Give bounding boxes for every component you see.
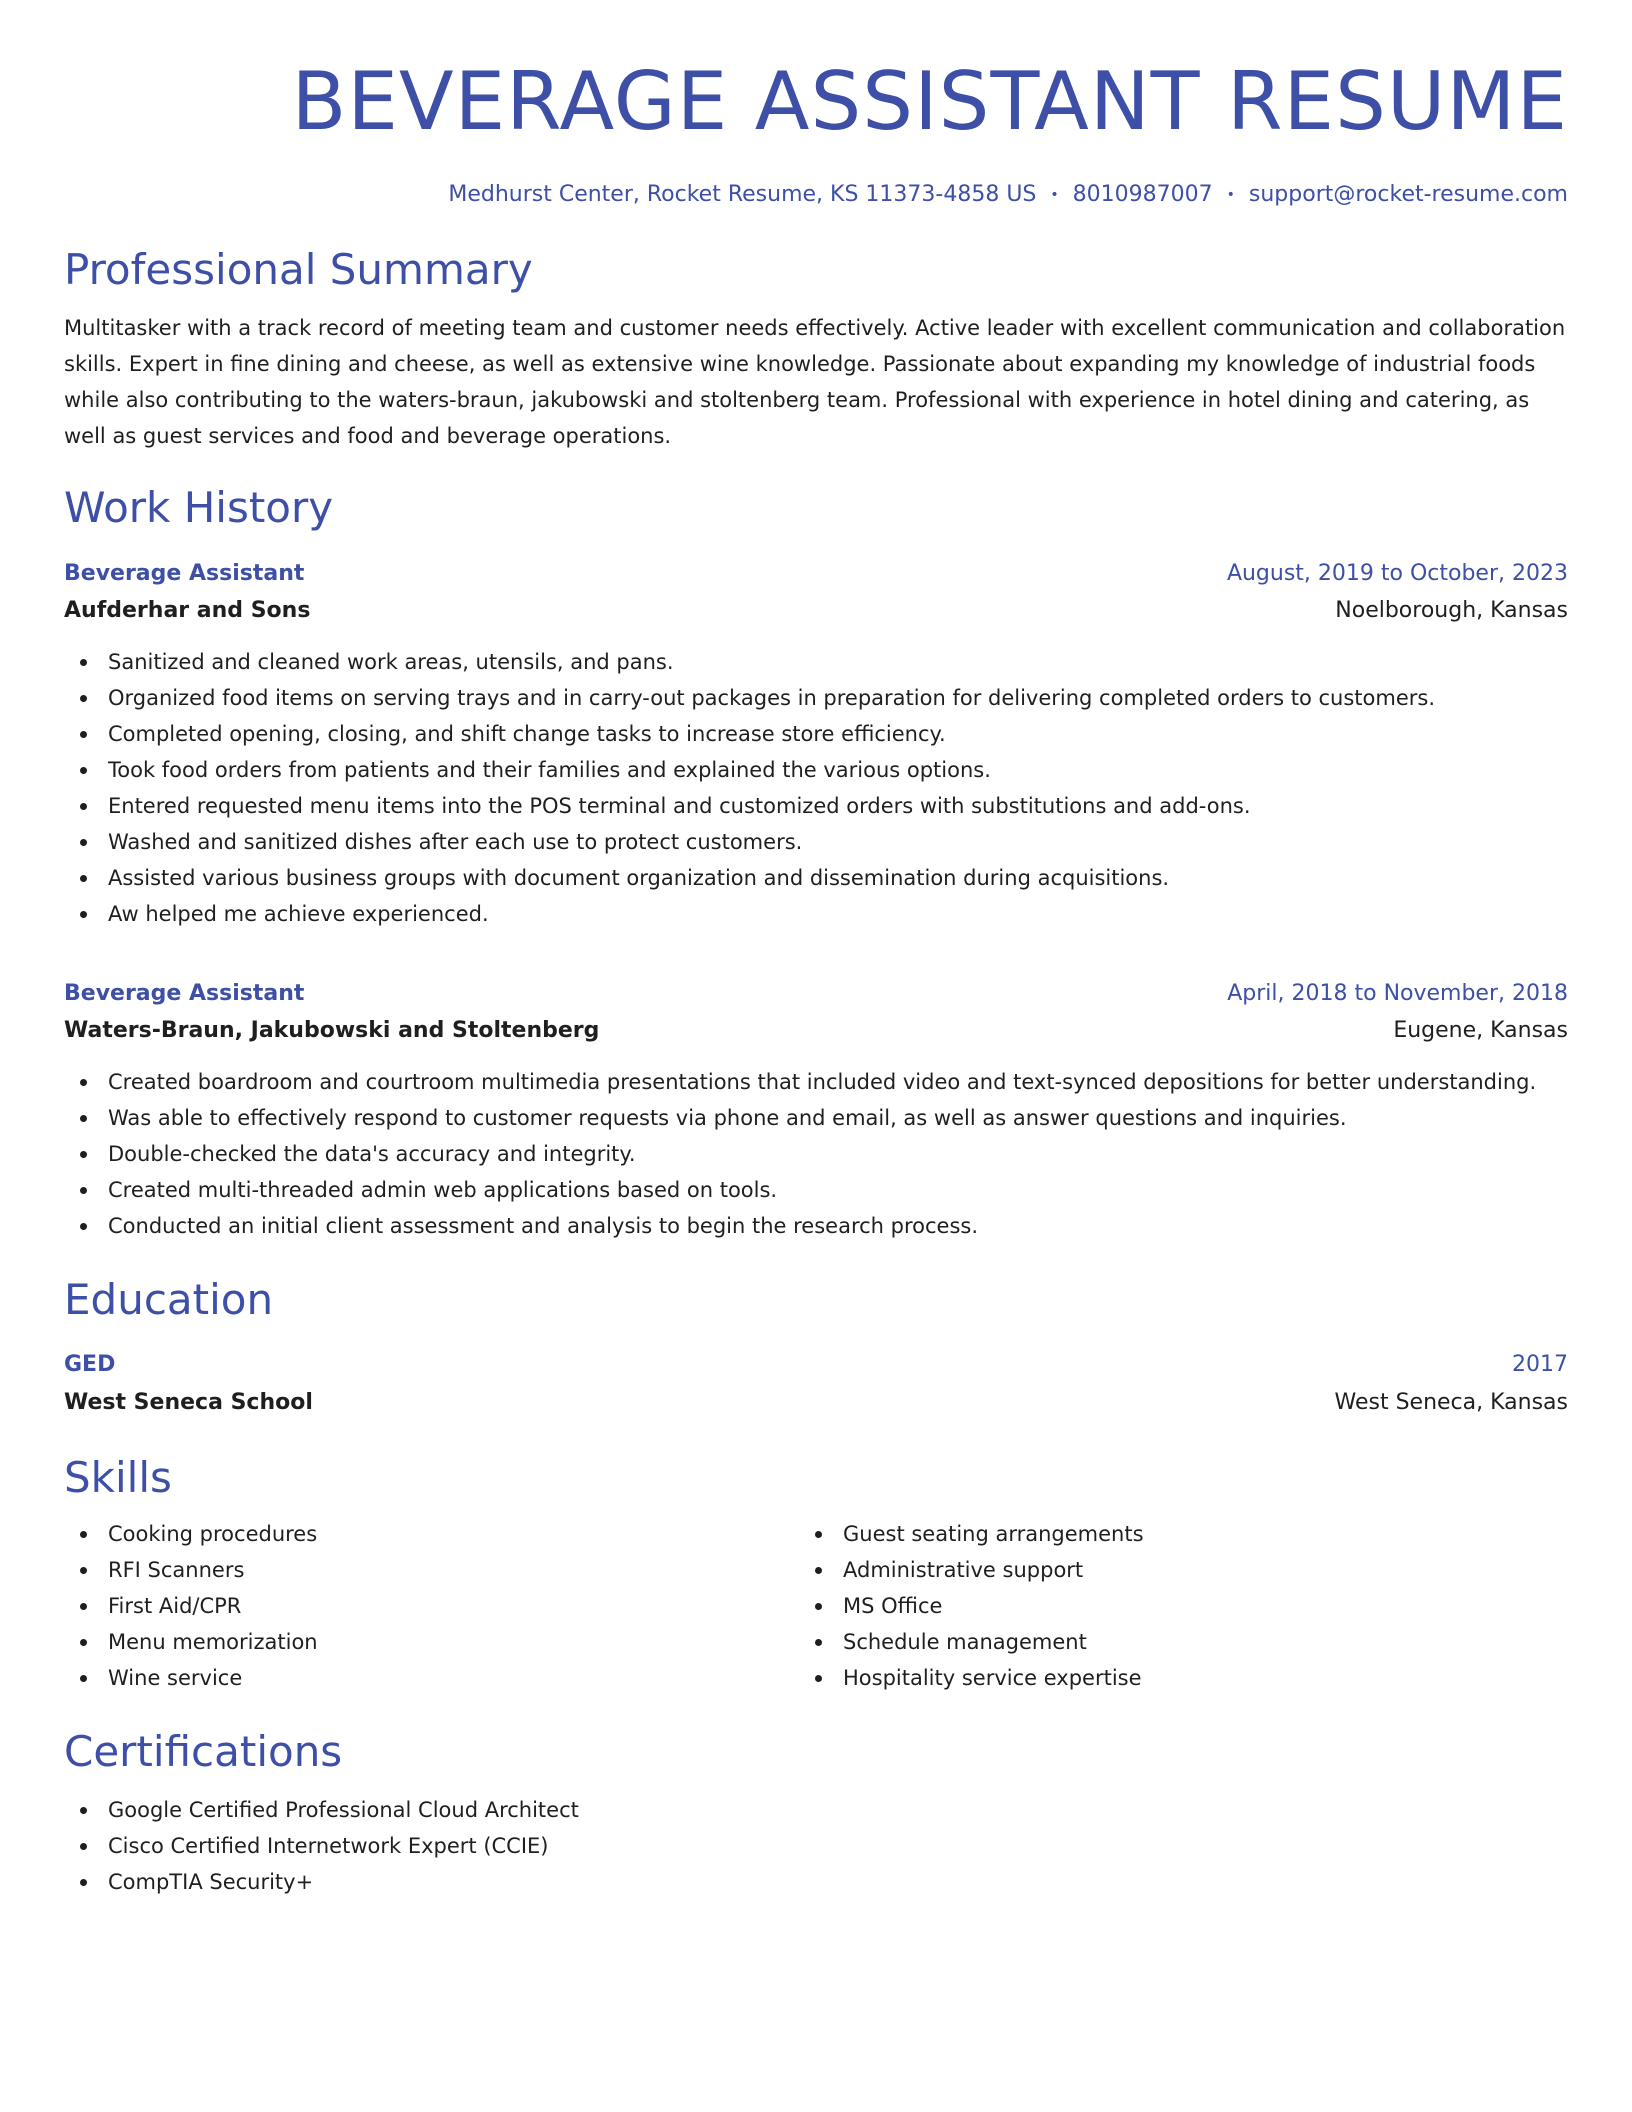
skill-item: Menu memorization xyxy=(64,1624,799,1660)
skill-item: First Aid/CPR xyxy=(64,1588,799,1624)
skills-column-left xyxy=(64,1516,799,1696)
certification-item: Cisco Certified Internetwork Expert (CCIE) xyxy=(64,1828,1568,1864)
education-year: 2017 xyxy=(1512,1352,1568,1377)
certifications-list xyxy=(64,1792,1568,1900)
education-school: West Seneca School xyxy=(64,1390,313,1415)
certification-item: CompTIA Security+ xyxy=(64,1864,1568,1900)
job-title: Beverage Assistant xyxy=(64,561,305,586)
job-duty: Assisted various business groups with document organization and dissemination during acquisitions. xyxy=(64,860,1568,896)
job-company: Aufderhar and Sons xyxy=(64,598,311,623)
skills-column-right xyxy=(799,1516,1534,1696)
resume-title: BEVERAGE ASSISTANT RESUME xyxy=(291,55,1568,148)
skills-list xyxy=(799,1516,1534,1696)
job-duty: Sanitized and cleaned work areas, utensils, and pans. xyxy=(64,644,1568,680)
job-entry xyxy=(64,976,1568,1244)
job-duty: Aw helped me achieve experienced. xyxy=(64,896,1568,932)
job-duty: Took food orders from patients and their families and explained the various options. xyxy=(64,752,1568,788)
job-entry xyxy=(64,556,1568,932)
certifications-heading: Certifications xyxy=(64,1727,343,1776)
job-duty: Was able to effectively respond to customer requests via phone and email, as well as answer questions and inquiries. xyxy=(64,1100,1568,1136)
job-duty: Washed and sanitized dishes after each use to protect customers. xyxy=(64,824,1568,860)
job-duty: Organized food items on serving trays and in carry-out packages in preparation for delivering completed orders to customers. xyxy=(64,680,1568,716)
contact-phone: 8010987007 xyxy=(1072,182,1213,207)
skill-item: Hospitality service expertise xyxy=(799,1660,1534,1696)
contact-separator: • xyxy=(1050,187,1059,203)
job-duties-list xyxy=(64,1064,1568,1244)
skill-item: Administrative support xyxy=(799,1552,1534,1588)
job-location: Eugene, Kansas xyxy=(1393,1018,1568,1043)
education-degree: GED xyxy=(64,1352,116,1377)
education-location: West Seneca, Kansas xyxy=(1334,1390,1568,1415)
job-title: Beverage Assistant xyxy=(64,981,305,1006)
contact-address: Medhurst Center, Rocket Resume, KS 11373-4858 US xyxy=(448,182,1037,207)
job-duty: Entered requested menu items into the POS terminal and customized orders with substitutions and add-ons. xyxy=(64,788,1568,824)
work-history-heading: Work History xyxy=(64,483,334,532)
summary-heading: Professional Summary xyxy=(64,245,533,294)
job-dates: August, 2019 to October, 2023 xyxy=(1226,561,1568,586)
contact-email: support@rocket-resume.com xyxy=(1248,182,1568,207)
job-company: Waters-Braun, Jakubowski and Stoltenberg xyxy=(64,1018,600,1043)
job-dates: April, 2018 to November, 2018 xyxy=(1227,981,1568,1006)
contact-separator: • xyxy=(1226,187,1235,203)
job-duty: Conducted an initial client assessment and analysis to begin the research process. xyxy=(64,1208,1568,1244)
skill-item: MS Office xyxy=(799,1588,1534,1624)
skill-item: RFI Scanners xyxy=(64,1552,799,1588)
job-duty: Double-checked the data's accuracy and integrity. xyxy=(64,1136,1568,1172)
job-duty: Completed opening, closing, and shift change tasks to increase store efficiency. xyxy=(64,716,1568,752)
job-duties-list xyxy=(64,644,1568,932)
job-duty: Created boardroom and courtroom multimedia presentations that included video and text-synced depositions for better understanding. xyxy=(64,1064,1568,1100)
contact-line xyxy=(64,180,1568,210)
summary-text: Multitasker with a track record of meeting team and customer needs effectively. Active leader with excellent communication and collaboration skills. Expert in fine dining and cheese, as well as extensive wine knowledge. Passionate about expanding my knowledge of industrial foods while also contributing to the waters-braun, jakubowski and stoltenberg team. Professional with experience in hotel dining and catering, as well as guest services and food and beverage operations. xyxy=(64,316,1566,448)
skill-item: Cooking procedures xyxy=(64,1516,799,1552)
education-heading: Education xyxy=(64,1275,274,1324)
skills-list xyxy=(64,1516,799,1696)
job-duty: Created multi-threaded admin web applications based on tools. xyxy=(64,1172,1568,1208)
skill-item: Guest seating arrangements xyxy=(799,1516,1534,1552)
skills-heading: Skills xyxy=(64,1453,172,1502)
skill-item: Wine service xyxy=(64,1660,799,1696)
education-entry xyxy=(64,1346,1568,1422)
certification-item: Google Certified Professional Cloud Architect xyxy=(64,1792,1568,1828)
skills-grid xyxy=(64,1516,1568,1696)
job-location: Noelborough, Kansas xyxy=(1335,598,1568,623)
skill-item: Schedule management xyxy=(799,1624,1534,1660)
